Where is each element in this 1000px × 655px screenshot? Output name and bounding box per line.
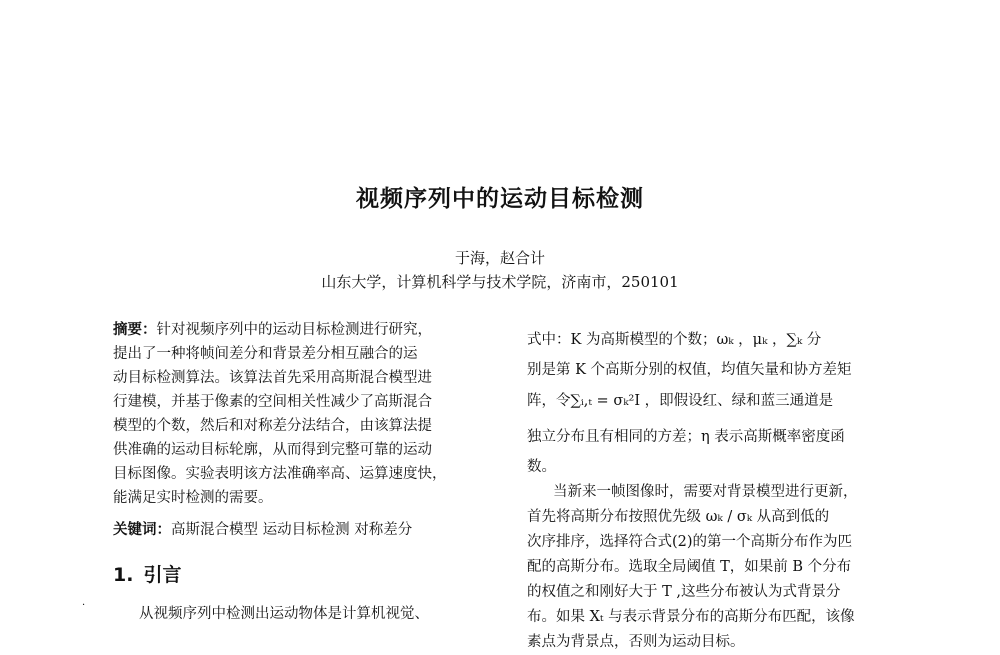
body-text-line: 素点为背景点，否则为运动目标。 bbox=[527, 634, 745, 650]
body-text-line: 数。 bbox=[527, 459, 556, 475]
paper-affiliation: 山东大学，计算机科学与技术学院，济南市，250101 bbox=[321, 273, 679, 291]
keywords bbox=[113, 518, 497, 542]
body-text-line: 次序排序，选择符合式(2)的第一个高斯分布作为匹 bbox=[527, 534, 853, 550]
body-text-line: 从视频序列中检测出运动物体是计算机视觉、 bbox=[139, 606, 429, 622]
body-text-line: 式中：K 为高斯模型的个数；ωₖ ，μₖ ，∑ₖ 分 bbox=[527, 332, 822, 348]
paper-title: 视频序列中的运动目标检测 bbox=[356, 186, 644, 212]
body-text-line: 的权值之和刚好大于 T ,这些分布被认为式背景分 bbox=[527, 584, 841, 600]
scan-speck: · bbox=[82, 600, 86, 611]
abstract-line: 提出了一种将帧间差分和背景差分相互融合的运 bbox=[113, 346, 418, 362]
body-text-line: 当新来一帧图像时，需要对背景模型进行更新， bbox=[553, 484, 858, 500]
keywords-label: 关键词： bbox=[113, 521, 171, 538]
body-text-line: 阵，令∑ᵢ,ₜ = σₖ²I ，即假设红、绿和蓝三通道是 bbox=[527, 393, 834, 409]
right-column bbox=[527, 322, 911, 655]
abstract-line: 动目标检测算法。该算法首先采用高斯混合模型进 bbox=[113, 370, 432, 386]
body-text-line: 别是第 K 个高斯分别的权值，均值矢量和协方差矩 bbox=[527, 362, 852, 378]
section-title: 引言 bbox=[143, 564, 182, 586]
keywords-text: 高斯混合模型 运动目标检测 对称差分 bbox=[171, 522, 413, 538]
paper-authors: 于海，赵合计 bbox=[454, 249, 545, 267]
section-number: 1. bbox=[113, 564, 134, 586]
section-heading bbox=[113, 560, 497, 590]
abstract-line: 目标图像。实验表明该方法准确率高、运算速度快， bbox=[113, 466, 447, 482]
left-column bbox=[113, 318, 497, 626]
abstract-line: 模型的个数，然后和对称差分法结合，由该算法提 bbox=[113, 418, 432, 434]
abstract-line: 能满足实时检测的需要。 bbox=[113, 490, 273, 506]
body-text-line: 布。如果 Xₜ 与表示背景分布的高斯分布匹配，该像 bbox=[527, 609, 855, 625]
abstract-label: 摘要： bbox=[113, 321, 157, 338]
body-text-line: 独立分布且有相同的方差；η 表示高斯概率密度函 bbox=[527, 429, 845, 445]
body-text-line: 配的高斯分布。选取全局阈值 T，如果前 B 个分布 bbox=[527, 559, 852, 575]
body-text-line: 首先将高斯分布按照优先级 ωₖ / σₖ 从高到低的 bbox=[527, 509, 830, 525]
abstract-line bbox=[113, 318, 497, 342]
abstract-text: 针对视频序列中的运动目标检测进行研究， bbox=[156, 322, 432, 338]
abstract-line: 行建模，并基于像素的空间相关性减少了高斯混合 bbox=[113, 394, 432, 410]
abstract-line: 供准确的运动目标轮廓，从而得到完整可靠的运动 bbox=[113, 442, 432, 458]
